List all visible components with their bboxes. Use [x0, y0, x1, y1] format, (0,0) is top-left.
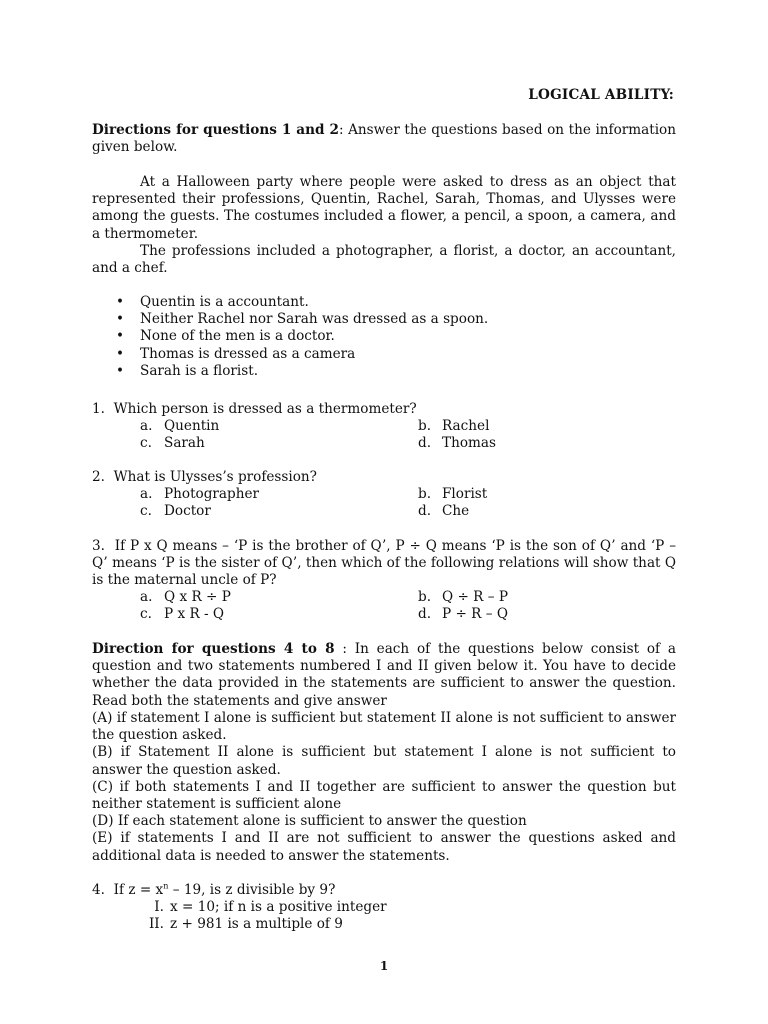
statement-text: z + 981 is a multiple of 9 — [170, 916, 343, 932]
statement-2 — [140, 916, 343, 933]
answer-choice-a: (A) if statement I alone is sufficient but statement II alone is not sufficient to answer the question asked. — [92, 710, 676, 744]
directions-q1-2-text: : Answer the questions based on the information given below. — [92, 122, 676, 156]
directions-q1-2-label: Directions for questions 1 and 2 — [92, 122, 339, 138]
question-text: Which person is dressed as a thermometer? — [113, 401, 417, 417]
question-text: What is Ulysses’s profession? — [113, 469, 317, 485]
question-text-pre: If z = x — [113, 882, 164, 898]
exponent: n — [163, 881, 169, 891]
directions-q1-2 — [92, 122, 676, 156]
directions-q4-8 — [92, 641, 676, 710]
story-paragraph-1: At a Halloween party where people were asked to dress as an object that represented their professions, Quentin, Rachel, Sarah, Thomas, and Ulysses were among the guests. The costumes included a flower, a pencil, a spoon, a camera, and a thermometer. — [92, 174, 676, 242]
answer-choice-e: (E) if statements I and II are not sufficient to answer the questions asked and additional data is needed to answer the statements. — [92, 830, 676, 864]
option-b: b. Rachel — [418, 418, 490, 434]
option-c: c. P x R - Q — [140, 606, 225, 622]
answer-choices — [92, 710, 676, 865]
option-a: a. Photographer — [140, 486, 260, 502]
option-d: d. Thomas — [418, 435, 496, 451]
directions-q4-8-text: : In each of the questions below consist of a question and two statements numbered I and II given below it. You have to decide whether the data provided in the statements are sufficient to answer the question. Read both the statements and give answer — [92, 641, 676, 709]
question-3 — [92, 538, 676, 590]
statement-number: I. — [154, 899, 164, 915]
statement-text: x = 10; if n is a positive integer — [170, 899, 387, 915]
question-number: 4. — [92, 882, 105, 898]
answer-choice-d: (D) If each statement alone is sufficient to answer the question — [92, 813, 527, 830]
clue-list — [92, 294, 676, 380]
answer-choice-b: (B) if Statement II alone is sufficient but statement I alone is not sufficient to answer the question asked. — [92, 744, 676, 778]
option-b: b. Florist — [418, 486, 488, 502]
question-2 — [92, 469, 676, 486]
directions-q4-8-label: Direction for questions 4 to 8 — [92, 641, 335, 657]
option-d: d. Che — [418, 503, 470, 519]
list-item: • None of the men is a doctor. — [92, 328, 676, 345]
question-4 — [92, 882, 676, 899]
option-b: b. Q ÷ R – P — [418, 589, 508, 605]
question-number: 3. — [92, 538, 105, 554]
answer-choice-c: (C) if both statements I and II together are sufficient to answer the question but neither statement is sufficient alone — [92, 778, 676, 813]
section-heading: LOGICAL ABILITY: — [528, 87, 674, 103]
list-item: • Thomas is dressed as a camera — [92, 346, 676, 363]
statement-number: II. — [148, 916, 164, 932]
option-a: a. Quentin — [140, 418, 220, 434]
question-number: 1. — [92, 401, 105, 417]
question-text: If P x Q means – ‘P is the brother of Q’, P ÷ Q means ‘P is the son of Q’ and ‘P – Q’ means ‘P is the sister of Q’, then which of the following relations will show that Q is the maternal uncle of P? — [92, 538, 676, 589]
list-item: • Sarah is a florist. — [92, 363, 676, 380]
option-c: c. Sarah — [140, 435, 205, 451]
question-text-post: – 19, is z divisible by 9? — [168, 882, 336, 898]
list-item: • Quentin is a accountant. — [92, 294, 676, 311]
statement-1 — [140, 899, 387, 916]
story-paragraph-2: The professions included a photographer, a florist, a doctor, an accountant, and a chef. — [92, 243, 676, 277]
question-number: 2. — [92, 469, 105, 485]
page-number: 1 — [379, 959, 389, 973]
document-page — [92, 0, 676, 1024]
option-c: c. Doctor — [140, 503, 211, 519]
question-1 — [92, 401, 676, 418]
option-a: a. Q x R ÷ P — [140, 589, 231, 605]
list-item: • Neither Rachel nor Sarah was dressed as a spoon. — [92, 311, 676, 328]
option-d: d. P ÷ R – Q — [418, 606, 508, 622]
